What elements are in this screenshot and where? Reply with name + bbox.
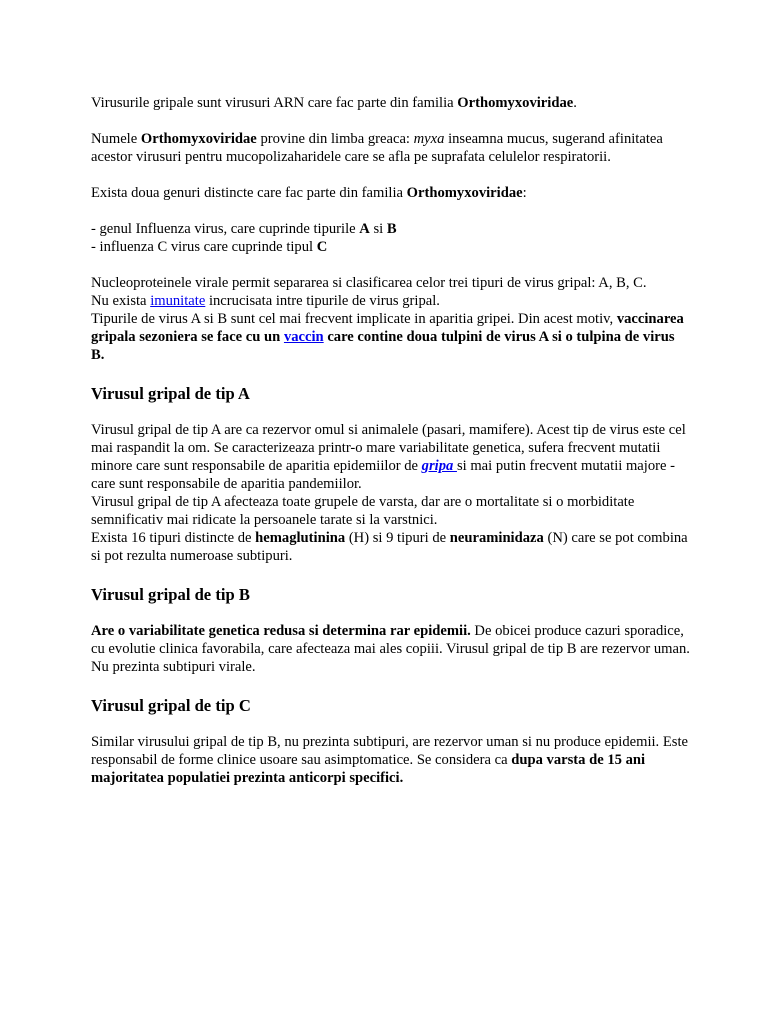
text: Nucleoproteinele virale permit separarea si clasificarea celor trei tipuri de virus gripal: A, B, C. (91, 275, 647, 291)
text: inseamna mucus, sugerand afinitatea acestor virusuri pentru mucopolizaharidele care se afla pe suprafata celulelor respiratorii. (91, 131, 663, 165)
text: si (369, 221, 387, 237)
paragraph-genera (91, 184, 691, 202)
text: Tipurile de virus A si B sunt cel mai frecvent implicate in aparitia gripei. Din acest motiv, (91, 311, 617, 327)
bold-term: A (359, 221, 370, 237)
text: Virusul gripal de tip A afecteaza toate grupele de varsta, dar are o mortalitate si o morbiditate semnificativ mai ridicate la persoanele tarate si la varstnici. (91, 494, 635, 528)
text: - influenza C virus care cuprinde tipul (91, 239, 317, 255)
bold-term: Orthomyxoviridae (406, 185, 523, 201)
bold-term: Orthomyxoviridae (140, 131, 257, 147)
bold-term: Orthomyxoviridae (457, 95, 574, 111)
bold-term: C (316, 239, 328, 255)
text: Exista doua genuri distincte care fac parte din familia (91, 185, 407, 201)
bold-text: vaccinarea gripala sezoniera se face cu un (91, 311, 684, 345)
text: Similar virusului gripal de tip B, nu prezinta subtipuri, are rezervor uman si nu produce epidemii. Este responsabil de forme clinice usoare sau asimptomatice. Se considera ca (91, 734, 688, 768)
bold-term: B (386, 221, 397, 237)
link-vaccin[interactable]: vaccin (283, 329, 324, 345)
list-item-genus-influenza (91, 220, 691, 238)
heading-type-c: Virusul gripal de tip C (91, 696, 251, 715)
paragraph-intro (91, 94, 691, 112)
list-item-influenza-c (91, 238, 691, 256)
paragraph-type-b (91, 622, 691, 676)
heading-type-b: Virusul gripal de tip B (91, 585, 250, 604)
text: De obicei produce cazuri sporadice, cu evolutie clinica favorabila, care afecteaza mai ales copiii. Virusul gripal de tip B are rezervor uman. Nu prezinta subtipuri virale. (91, 623, 690, 675)
paragraph-type-a-subtypes (91, 529, 691, 565)
text: incrucisata intre tipurile de virus gripal. (205, 293, 440, 309)
text: si mai putin frecvent mutatii majore - care sunt responsabile de aparitia pandemiilor. (91, 458, 675, 492)
text: Virusurile gripale sunt virusuri ARN care fac parte din familia (91, 95, 458, 111)
text: : (522, 185, 527, 201)
bold-text: Are o variabilitate genetica redusa si determina rar epidemii. (91, 623, 471, 639)
paragraph-nucleoproteins (91, 274, 691, 292)
text: (N) care se pot combina si pot rezulta numeroase subtipuri. (91, 530, 688, 564)
text: (H) si 9 tipuri de (345, 530, 450, 546)
text: Virusul gripal de tip A are ca rezervor omul si animalele (pasari, mamifere). Acest tip de virus este cel mai raspandit la om. Se caracterizeaza printr-o mare variabilitate genetica, sufera frecvent mutatii minore care sunt responsabile de aparitia epidemiilor de (91, 422, 686, 474)
link-imunitate[interactable]: imunitate (150, 293, 206, 309)
link-gripa[interactable]: gripa (421, 458, 457, 474)
paragraph-vaccination (91, 310, 691, 364)
paragraph-etymology (91, 130, 691, 166)
text: Numele (91, 131, 141, 147)
text: Exista 16 tipuri distincte de (91, 530, 256, 546)
document-body (91, 94, 691, 787)
text: - genul Influenza virus, care cuprinde tipurile (91, 221, 360, 237)
paragraph-type-a-reservoir (91, 421, 691, 493)
paragraph-type-a-age (91, 493, 691, 529)
heading-type-a: Virusul gripal de tip A (91, 384, 250, 403)
bold-term: hemaglutinina (255, 530, 346, 546)
paragraph-type-c (91, 733, 691, 787)
text: . (573, 95, 577, 111)
bold-text: dupa varsta de 15 ani majoritatea populatiei prezinta anticorpi specifici. (91, 752, 646, 786)
text: Nu exista (91, 293, 151, 309)
italic-term: myxa (413, 131, 445, 147)
bold-term: neuraminidaza (449, 530, 544, 546)
bold-text: care contine doua tulpini de virus A si o tulpina de virus B. (91, 329, 675, 363)
text: provine din limba greaca: (256, 131, 414, 147)
paragraph-immunity (91, 292, 691, 310)
